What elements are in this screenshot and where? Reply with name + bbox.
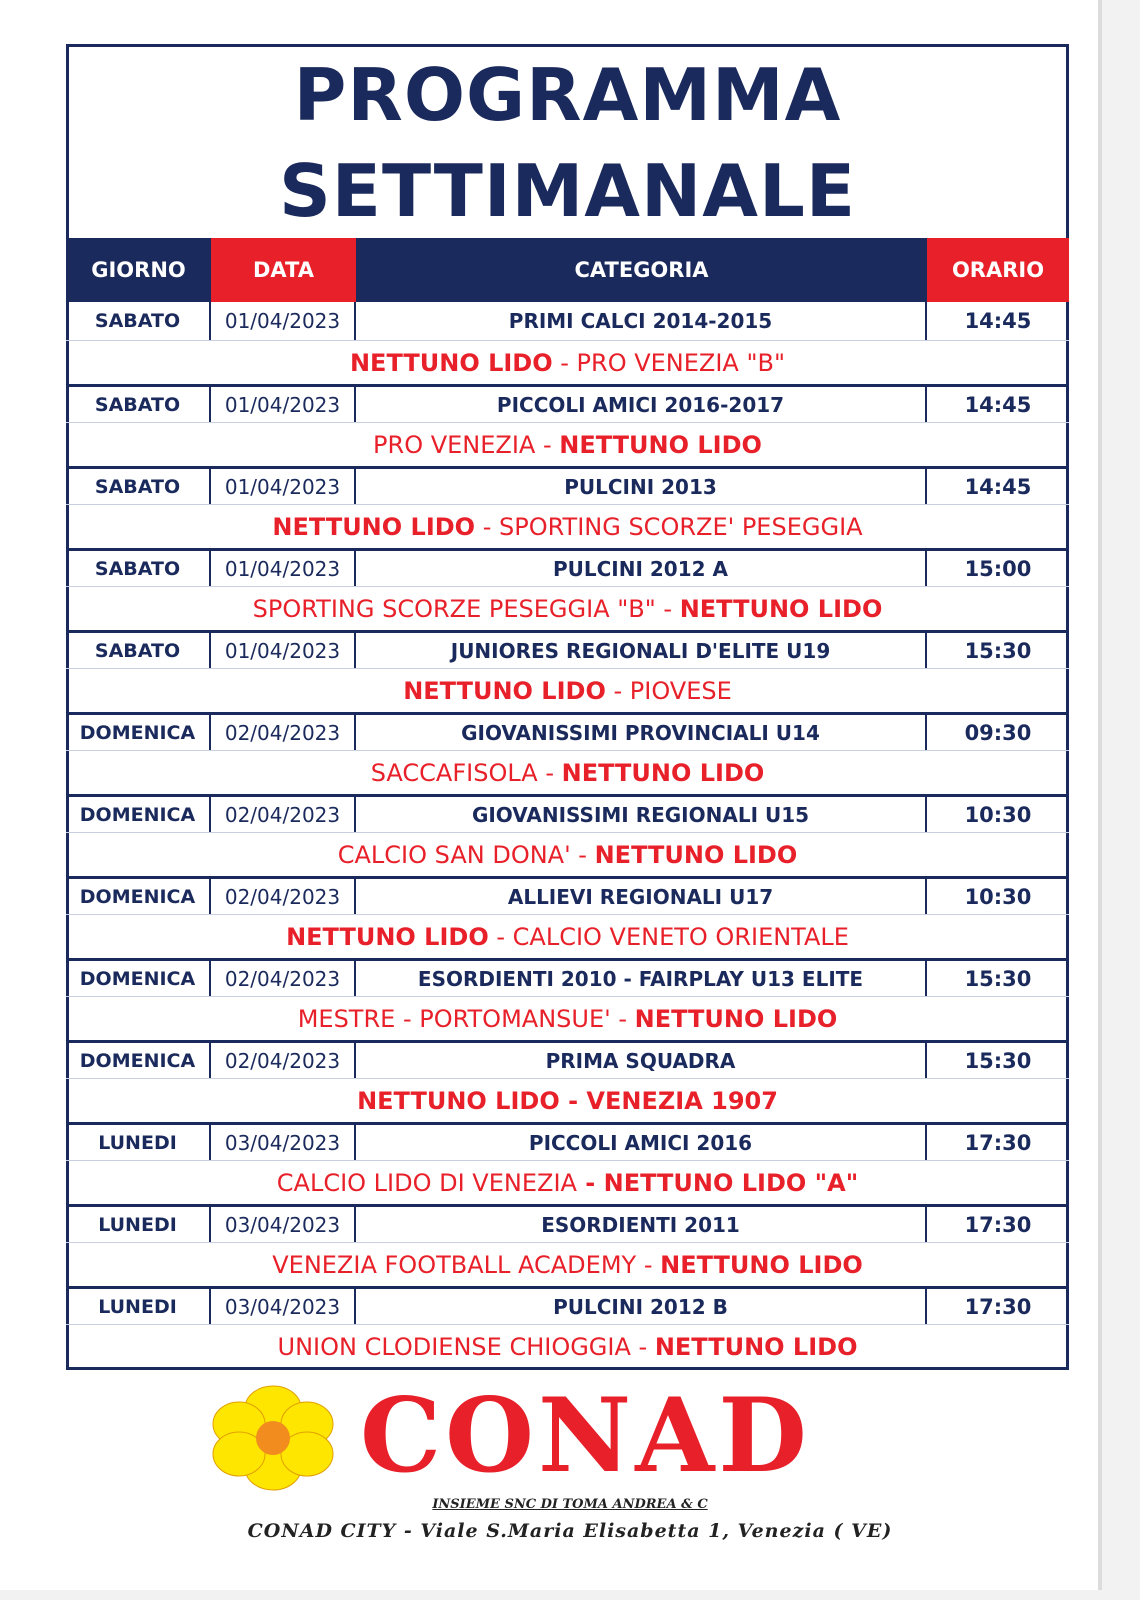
cell-giorno: DOMENICA: [66, 961, 211, 996]
table-header: [66, 238, 1069, 302]
sponsor-company: INSIEME SNC DI TOMA ANDREA & C: [432, 1497, 708, 1512]
cell-giorno: SABATO: [66, 387, 211, 422]
match-sep: -: [552, 348, 577, 377]
cell-giorno: SABATO: [66, 633, 211, 668]
match-line: [66, 914, 1069, 958]
cell-giorno: LUNEDI: [66, 1207, 211, 1242]
match-home: PRO VENEZIA: [373, 430, 536, 459]
cell-giorno: SABATO: [66, 551, 211, 586]
match-away: NETTUNO LIDO: [679, 594, 883, 623]
cell-giorno: DOMENICA: [66, 1043, 211, 1078]
match-line: [66, 1324, 1069, 1368]
cell-orario: 15:30: [964, 638, 1032, 663]
header-data: DATA: [211, 238, 356, 302]
match-sep: -: [630, 1332, 655, 1361]
cell-categoria: GIOVANISSIMI PROVINCIALI U14: [356, 715, 927, 750]
match-line: [66, 996, 1069, 1040]
header-categoria: CATEGORIA: [356, 238, 927, 302]
match-home: MESTRE - PORTOMANSUE': [297, 1004, 611, 1033]
match-away: NETTUNO LIDO "A": [603, 1168, 859, 1197]
cell-orario: 10:30: [964, 884, 1032, 909]
match-line: [66, 832, 1069, 876]
match-sep: -: [537, 758, 562, 787]
match-line: [66, 504, 1069, 548]
match-sep: -: [535, 430, 560, 459]
cell-orario: 15:30: [964, 966, 1032, 991]
table-row: [66, 1040, 1069, 1078]
header-giorno: GIORNO: [66, 238, 211, 302]
match-away: VENEZIA 1907: [586, 1086, 778, 1115]
table-row: [66, 794, 1069, 832]
header-orario: ORARIO: [927, 238, 1069, 302]
cell-data: 01/04/2023: [211, 387, 356, 422]
match-line: [66, 750, 1069, 794]
cell-data: 02/04/2023: [211, 961, 356, 996]
match-away: NETTUNO LIDO: [634, 1004, 838, 1033]
match-line: [66, 1078, 1069, 1122]
cell-categoria: ESORDIENTI 2011: [356, 1207, 927, 1242]
match-home: NETTUNO LIDO: [286, 922, 489, 951]
cell-categoria: ESORDIENTI 2010 - FAIRPLAY U13 ELITE: [356, 961, 927, 996]
match-away: PIOVESE: [629, 676, 732, 705]
cell-orario: 15:30: [964, 1048, 1032, 1073]
match-sep: -: [636, 1250, 661, 1279]
match-home: NETTUNO LIDO: [357, 1086, 560, 1115]
cell-data: 01/04/2023: [211, 302, 356, 340]
cell-categoria: PULCINI 2013: [356, 469, 927, 504]
match-away: NETTUNO LIDO: [561, 758, 765, 787]
match-sep: -: [655, 594, 680, 623]
cell-orario: 17:30: [964, 1212, 1032, 1237]
cell-categoria: PULCINI 2012 B: [356, 1289, 927, 1324]
conad-brand: CONAD: [360, 1376, 811, 1496]
cell-giorno: DOMENICA: [66, 797, 211, 832]
table-row: [66, 548, 1069, 586]
cell-categoria: GIOVANISSIMI REGIONALI U15: [356, 797, 927, 832]
title-line-2: SETTIMANALE: [278, 149, 857, 233]
cell-orario: 10:30: [964, 802, 1032, 827]
table-row: [66, 958, 1069, 996]
page-title: [66, 47, 1069, 239]
table-row: [66, 630, 1069, 668]
match-sep: -: [488, 922, 513, 951]
match-sep: -: [576, 1168, 604, 1197]
match-away: NETTUNO LIDO: [594, 840, 798, 869]
match-home: CALCIO LIDO DI VENEZIA: [276, 1168, 577, 1197]
match-home: UNION CLODIENSE CHIOGGIA: [277, 1332, 631, 1361]
cell-data: 02/04/2023: [211, 715, 356, 750]
match-home: NETTUNO LIDO: [403, 676, 606, 705]
cell-data: 02/04/2023: [211, 1043, 356, 1078]
cell-giorno: SABATO: [66, 469, 211, 504]
table-row: [66, 1122, 1069, 1160]
cell-data: 03/04/2023: [211, 1207, 356, 1242]
match-sep: -: [475, 512, 499, 541]
match-away: SPORTING SCORZE' PESEGGIA: [499, 512, 863, 541]
cell-data: 02/04/2023: [211, 797, 356, 832]
cell-giorno: SABATO: [66, 302, 211, 340]
cell-giorno: DOMENICA: [66, 715, 211, 750]
match-away: NETTUNO LIDO: [654, 1332, 858, 1361]
table-row: [66, 1204, 1069, 1242]
cell-orario: 09:30: [964, 720, 1032, 745]
table-row: [66, 1286, 1069, 1324]
match-home: SPORTING SCORZE PESEGGIA "B": [252, 594, 656, 623]
cell-categoria: PRIMA SQUADRA: [356, 1043, 927, 1078]
cell-orario: 14:45: [964, 309, 1032, 333]
table-row: [66, 384, 1069, 422]
table-row: [66, 466, 1069, 504]
cell-data: 02/04/2023: [211, 879, 356, 914]
cell-orario: 15:00: [964, 556, 1032, 581]
match-line: [66, 422, 1069, 466]
match-sep: -: [570, 840, 595, 869]
cell-categoria: PICCOLI AMICI 2016-2017: [356, 387, 927, 422]
match-away: NETTUNO LIDO: [660, 1250, 863, 1279]
match-sep: -: [605, 676, 630, 705]
cell-categoria: PRIMI CALCI 2014-2015: [356, 302, 927, 340]
match-line: [66, 1242, 1069, 1286]
match-line: [66, 340, 1069, 384]
cell-data: 03/04/2023: [211, 1125, 356, 1160]
cell-categoria: PULCINI 2012 A: [356, 551, 927, 586]
match-home: NETTUNO LIDO: [272, 512, 476, 541]
match-sep: -: [610, 1004, 635, 1033]
match-home: NETTUNO LIDO: [349, 348, 553, 377]
cell-giorno: DOMENICA: [66, 879, 211, 914]
match-home: SACCAFISOLA: [370, 758, 538, 787]
cell-data: 01/04/2023: [211, 633, 356, 668]
cell-categoria: JUNIORES REGIONALI D'ELITE U19: [356, 633, 927, 668]
match-away: NETTUNO LIDO: [559, 430, 762, 459]
match-away: PRO VENEZIA "B": [576, 348, 786, 377]
sponsor-address: CONAD CITY - Viale S.Maria Elisabetta 1, Venezia ( VE): [247, 1520, 893, 1542]
cell-giorno: LUNEDI: [66, 1125, 211, 1160]
cell-data: 03/04/2023: [211, 1289, 356, 1324]
cell-categoria: ALLIEVI REGIONALI U17: [356, 879, 927, 914]
match-home: VENEZIA FOOTBALL ACADEMY: [272, 1250, 637, 1279]
cell-categoria: PICCOLI AMICI 2016: [356, 1125, 927, 1160]
cell-orario: 17:30: [964, 1294, 1032, 1319]
cell-orario: 17:30: [964, 1130, 1032, 1155]
match-home: CALCIO SAN DONA': [337, 840, 571, 869]
match-away: CALCIO VENETO ORIENTALE: [512, 922, 849, 951]
match-sep: -: [559, 1086, 587, 1115]
match-line: [66, 1160, 1069, 1204]
cell-data: 01/04/2023: [211, 551, 356, 586]
match-line: [66, 586, 1069, 630]
table-row: [66, 712, 1069, 750]
match-line: [66, 668, 1069, 712]
table-row: [66, 876, 1069, 914]
table-body: [66, 302, 1069, 1368]
cell-data: 01/04/2023: [211, 469, 356, 504]
table-row: [66, 302, 1069, 340]
title-line-1: PROGRAMMA: [293, 53, 842, 137]
cell-orario: 14:45: [964, 474, 1032, 499]
cell-giorno: LUNEDI: [66, 1289, 211, 1324]
cell-orario: 14:45: [964, 392, 1032, 417]
